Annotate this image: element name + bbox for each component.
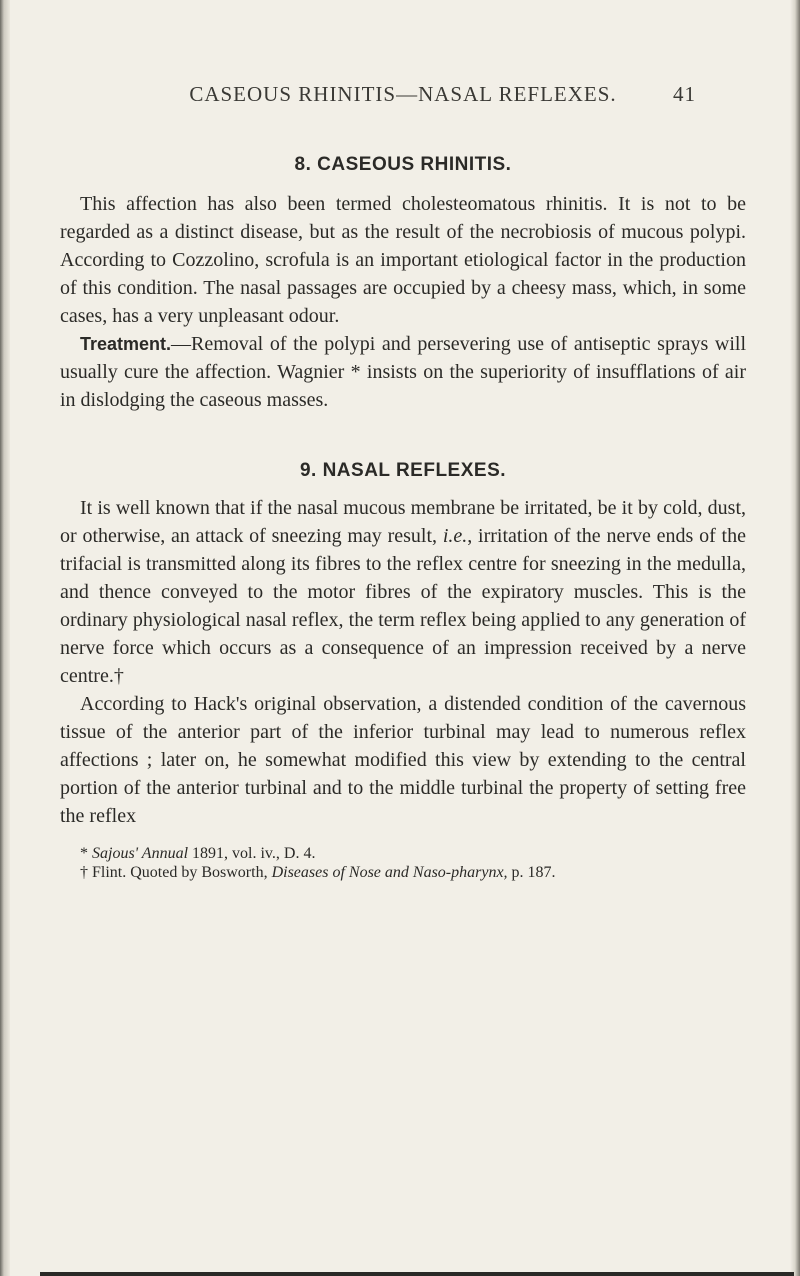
footnote-2: † Flint. Quoted by Bosworth, Diseases of Nose and Naso-pharynx, p. 187. [80,864,556,881]
bottom-edge [40,1272,794,1276]
section-heading-caseous-rhinitis: 8. CASEOUS RHINITIS. [294,154,512,175]
treatment-text: —Removal of the polypi and persevering use of antiseptic sprays will usually cure the affection. Wagnier * insists on the superiority of insufflations of air in dislodging the caseous masses. [60,333,746,411]
page-edge-left [0,0,10,1276]
paragraph-caseous-rhinitis: This affection has also been termed cholesteomatous rhinitis. It is not to be regarded as a distinct disease, but as the result of the necrobiosis of mucous polypi. According to Cozzolino, scrofula is an important etiological factor in the production of this condition. The nasal passages are occupied by a cheesy mass, which, in some cases, has a very unpleasant odour. [60,193,746,327]
page-edge-right [790,0,800,1276]
section-heading-nasal-reflexes: 9. NASAL REFLEXES. [299,460,507,481]
paragraph-treatment [60,330,746,414]
footnotes [60,844,746,882]
book-page [60,82,746,882]
treatment-label: Treatment. [80,334,172,354]
page-number: 41 [673,82,696,106]
running-head-title: CASEOUS RHINITIS—NASAL REFLEXES. [189,82,617,106]
footnote-1: * Sajous' Annual 1891, vol. iv., D. 4. [80,845,316,862]
paragraph-nasal-reflexes-2: According to Hack's original observation, a distended condition of the cavernous tissue of the anterior part of the inferior turbinal may lead to numerous reflex affections ; later on, he somewhat modified this view by extending to the central portion of the anterior turbinal and to the middle turbinal the property of setting free the reflex [60,693,746,827]
running-head [60,82,746,116]
paragraph-nasal-reflexes-1: It is well known that if the nasal mucous membrane be irritated, be it by cold, dust, or otherwise, an attack of sneezing may result, i.e., irritation of the nerve ends of the trifacial is transmitted along its fibres to the reflex centre for sneezing in the medulla, and thence conveyed to the motor fibres of the expiratory muscles. This is the ordinary physiological nasal reflex, the term reflex being applied to any generation of nerve force which occurs as a consequence of an impression received by a nerve centre.† [60,497,746,687]
